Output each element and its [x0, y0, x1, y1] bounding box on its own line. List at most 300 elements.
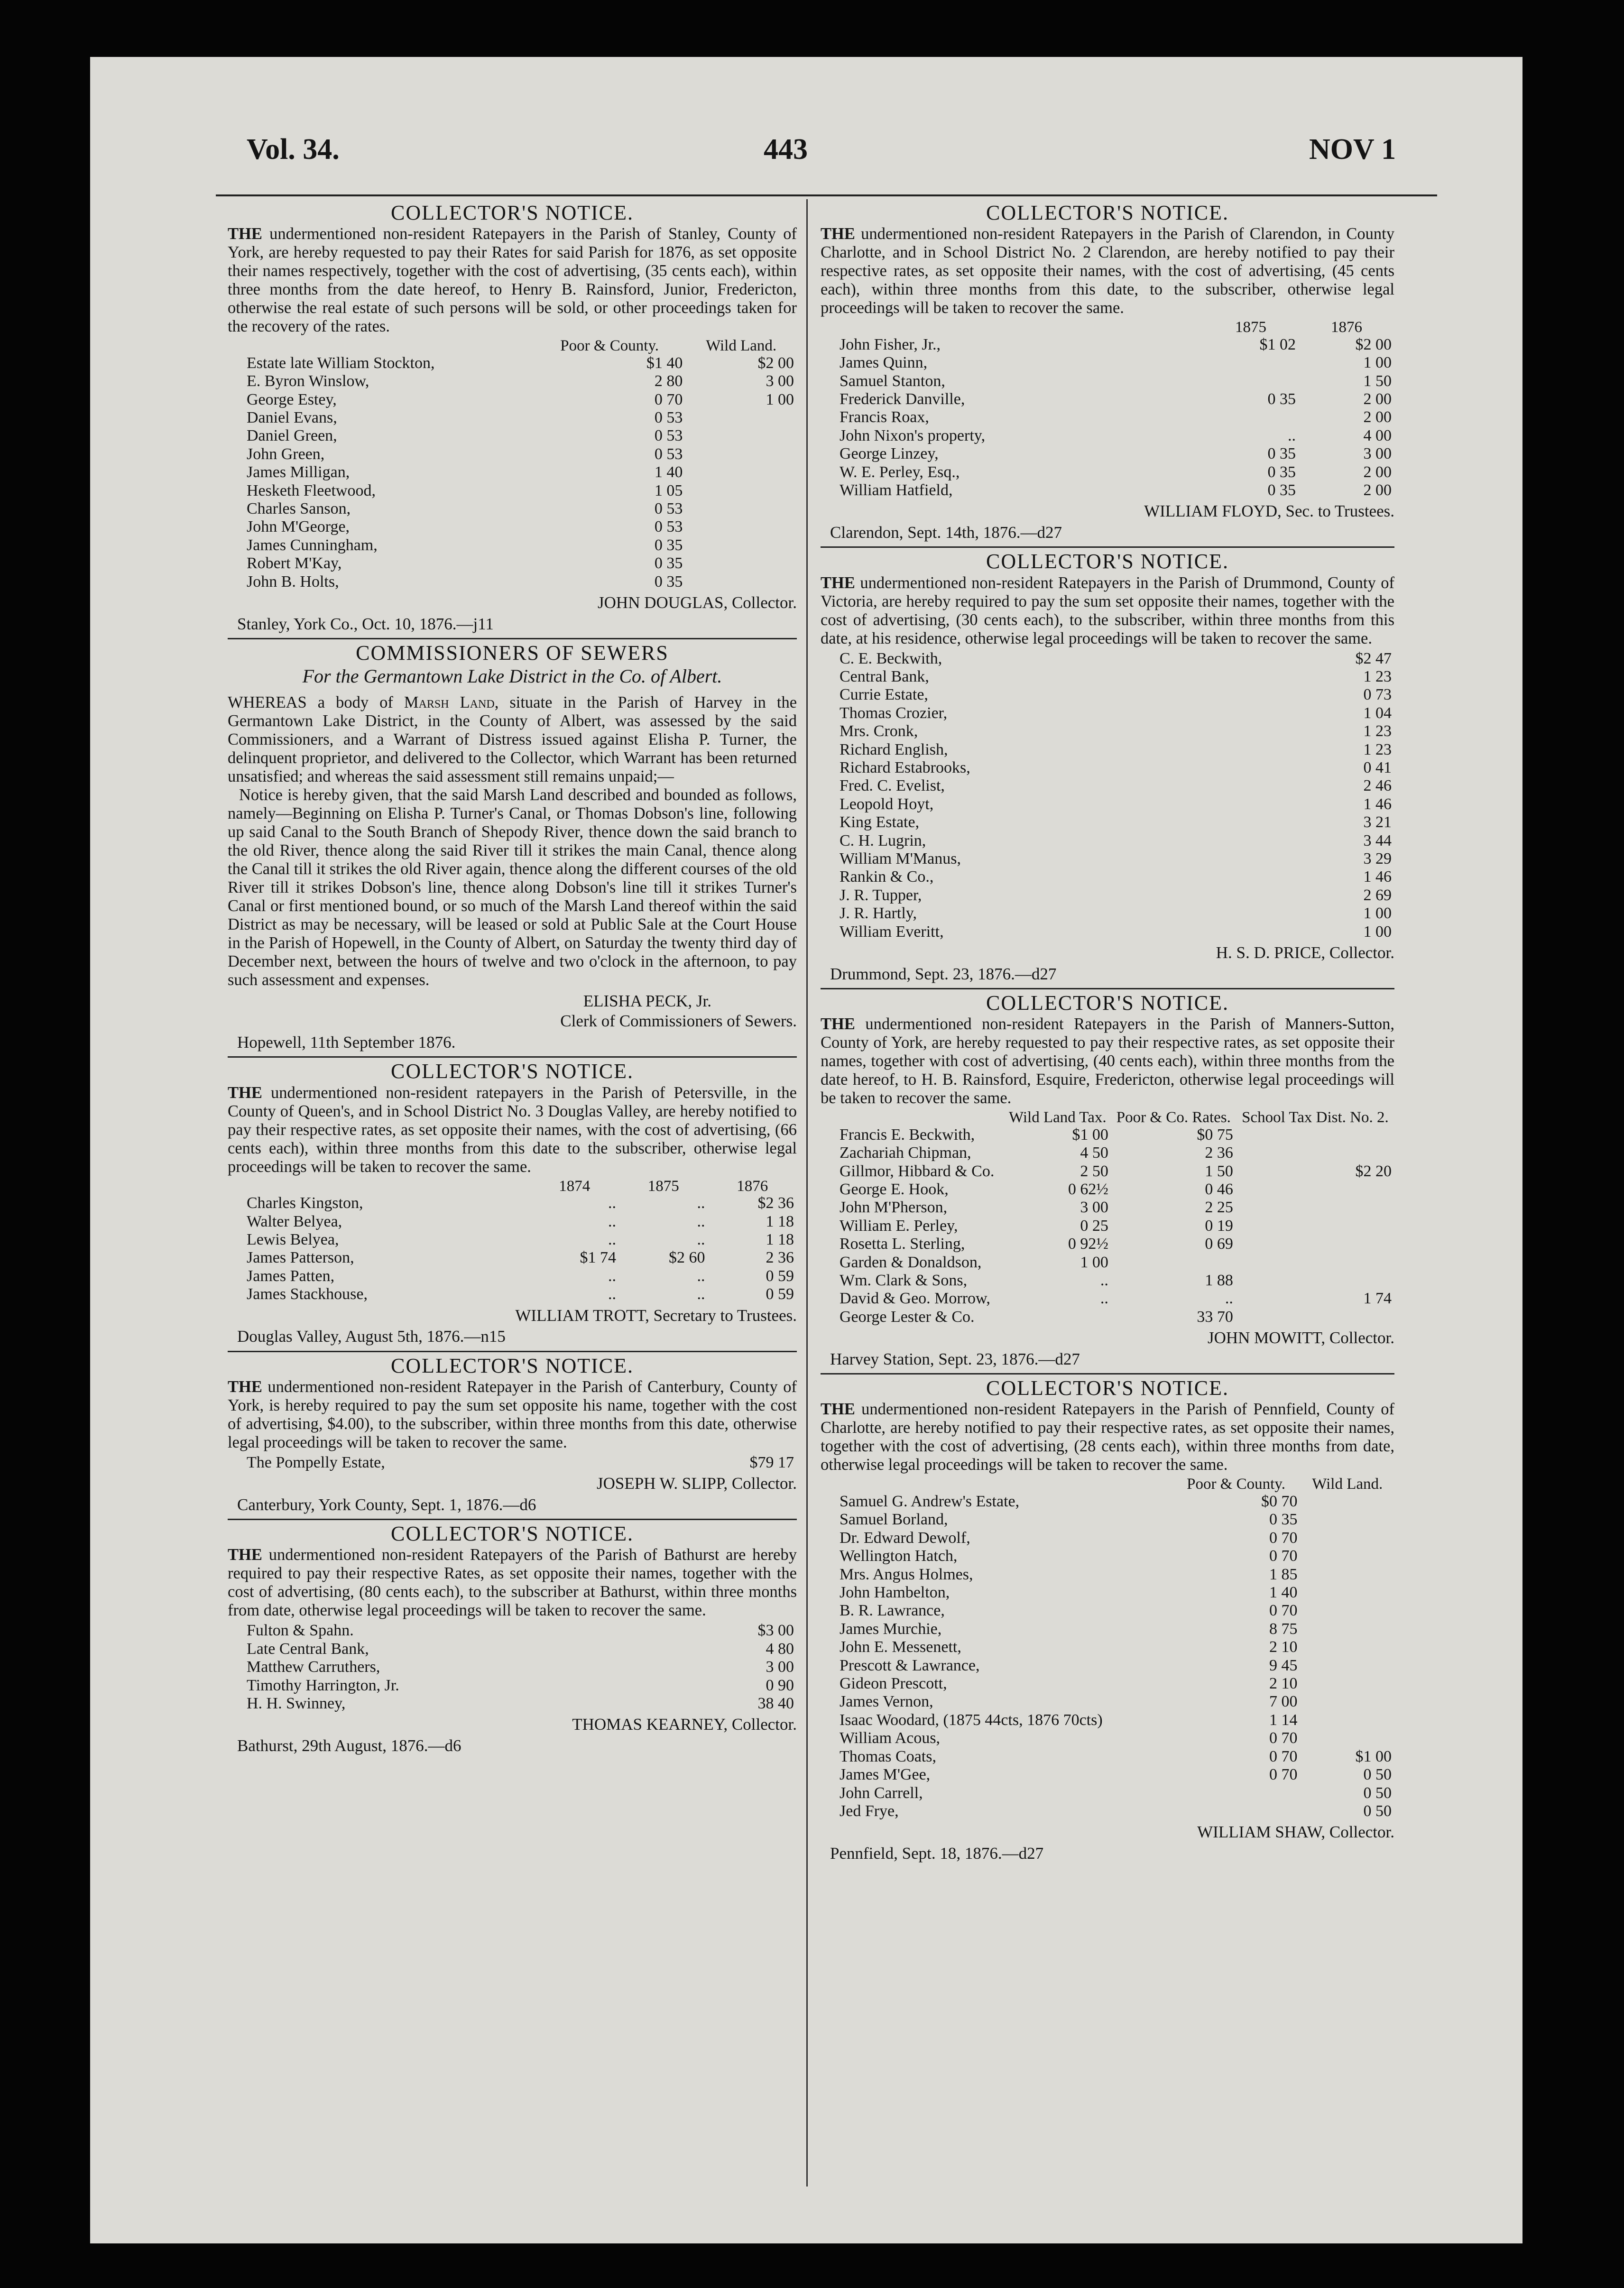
rate-amount [1301, 1584, 1394, 1602]
notice-title: COLLECTOR'S NOTICE. [390, 1060, 634, 1083]
rate-amount: $2 60 [668, 1249, 705, 1267]
table-row [821, 1602, 1394, 1620]
rate-amount: 0 70 [1269, 1602, 1298, 1620]
rate-amount: 2 50 [1080, 1162, 1108, 1180]
rate-amount: 2 36 [766, 1249, 794, 1267]
rate-amount: .. [1225, 1290, 1233, 1308]
ratepayer-table [821, 1476, 1394, 1820]
table-row [228, 1677, 797, 1695]
ratepayer-table [821, 650, 1394, 941]
ratepayer-table [821, 319, 1394, 499]
notice-title: COLLECTOR'S NOTICE. [986, 991, 1229, 1015]
table-row [821, 463, 1394, 481]
table-row [228, 536, 797, 554]
ratepayer-name: John M'Pherson, [840, 1199, 948, 1217]
rate-amount: 3 00 [766, 1658, 794, 1676]
page-number: 443 [764, 133, 808, 166]
rate-amount [1111, 1254, 1236, 1272]
rate-amount: 38 40 [757, 1694, 794, 1712]
column-header: Wild Land. [1312, 1476, 1383, 1493]
table-row [821, 1748, 1394, 1766]
rate-amount: .. [697, 1212, 705, 1230]
place-date: Bathurst, 29th August, 1876.—d6 [237, 1736, 461, 1755]
table-row [228, 573, 797, 591]
rate-amount: 0 35 [1269, 1511, 1298, 1529]
rate-amount: .. [697, 1231, 705, 1249]
section-rule [228, 1519, 797, 1520]
header-rule [216, 194, 1437, 196]
signature: THOMAS KEARNEY, Collector. [572, 1715, 797, 1734]
ratepayer-name: H. H. Swinney, [247, 1694, 346, 1712]
rate-amount: .. [697, 1194, 705, 1212]
ratepayer-name: Zachariah Chipman, [840, 1144, 971, 1162]
ratepayer-name: Central Bank, [840, 667, 929, 685]
table-row [228, 500, 797, 518]
table-row [821, 1802, 1394, 1820]
ratepayer-name: John Nixon's property, [840, 426, 986, 444]
ratepayer-name: Jed Frye, [840, 1802, 899, 1820]
rate-amount: 2 80 [654, 372, 683, 390]
section-rule [821, 1373, 1394, 1375]
canterbury-notice [228, 1355, 797, 1514]
place-date: Hopewell, 11th September 1876. [237, 1033, 456, 1052]
rate-amount: 3 29 [1363, 850, 1392, 867]
rate-amount: 0 35 [654, 554, 683, 572]
notice-body: THE undermentioned non-resident Ratepayers of the Parish of Bathurst are hereby required to pay their respective Rates, as set opposite their names, together with the cost of advertising, (80 cents each), to the subscriber at Bathurst, within three months from date, otherwise legal proceedings will be taken to recover the same. [228, 1546, 797, 1620]
drummond-notice [821, 551, 1394, 983]
rate-amount [1301, 1602, 1394, 1620]
table-row [821, 408, 1394, 426]
ratepayer-name: James Patten, [247, 1267, 335, 1285]
column-divider [806, 199, 808, 2187]
rate-amount: 1 23 [1363, 722, 1392, 740]
table-row [821, 1529, 1394, 1547]
rate-amount: 0 53 [654, 427, 683, 445]
table-row [228, 372, 797, 390]
rate-amount [1172, 1784, 1301, 1802]
table-row [821, 1272, 1394, 1290]
ratepayer-name: Thomas Crozier, [840, 704, 948, 722]
rate-amount: .. [1287, 426, 1296, 444]
rate-amount [1236, 1126, 1394, 1144]
table-row [821, 1181, 1394, 1199]
table-row [821, 650, 1394, 668]
rate-amount: 0 35 [1267, 463, 1296, 481]
rate-amount [1301, 1657, 1394, 1675]
rate-amount [685, 518, 797, 536]
table-row [228, 409, 797, 427]
table-row [821, 722, 1394, 740]
rate-amount [1203, 408, 1299, 426]
rate-amount: 0 53 [654, 518, 683, 536]
ratepayer-table [228, 1454, 797, 1472]
table-row [821, 886, 1394, 904]
table-row [821, 1217, 1394, 1235]
ratepayer-name: Charles Sanson, [247, 499, 351, 517]
rate-amount [1301, 1675, 1394, 1693]
ratepayer-name: William E. Perley, [840, 1217, 958, 1235]
rate-amount: 9 45 [1269, 1656, 1298, 1674]
stanley-notice [228, 202, 797, 633]
table-row [228, 554, 797, 572]
notice-body: THE undermentioned non-resident Ratepayers in the Parish of Pennfield, County of Charlotte, are hereby notified to pay their respective rates, as set opposite their names, together with the cost of advertising, (28 cents each), within three months from date, otherwise legal proceedings will be taken to recover the same. [821, 1400, 1394, 1474]
table-row [228, 1285, 797, 1303]
rate-amount: 0 53 [654, 445, 683, 463]
gazette-page [90, 57, 1522, 2243]
notice-body: WHEREAS a body of Marsh Land, situate in the Parish of Harvey in the Germantown Lake District, in the County of Albert, was assessed by the said Commissioners, and a Warrant of Distress issued against Elisha P. Turner, the delinquent proprietor, and delivered to the Collector, which Warrant has been returned unsatisfied; and whereas the said assessment still remains unpaid;— [228, 693, 797, 786]
signature: WILLIAM TROTT, Secretary to Trustees. [515, 1306, 797, 1325]
rate-amount: 2 00 [1363, 390, 1392, 408]
table-row [821, 1199, 1394, 1217]
ratepayer-name: Gideon Prescott, [840, 1675, 947, 1693]
rate-amount [685, 409, 797, 427]
rate-amount: $0 75 [1197, 1126, 1233, 1144]
table-row [228, 463, 797, 481]
rate-amount: 2 36 [1205, 1144, 1233, 1162]
ratepayer-name: B. R. Lawrance, [840, 1602, 945, 1620]
page-header [90, 133, 1522, 175]
rate-amount: 2 69 [1363, 886, 1392, 904]
rate-amount: $3 00 [757, 1622, 794, 1640]
pennfield-notice [821, 1377, 1394, 1863]
notice-body: THE undermentioned non-resident Ratepayers in the Parish of Drummond, County of Victoria, are hereby required to pay the sum set opposite their names, together with the cost of advertising, (30 cents each), to the subscriber, within three months from this date, at his residence, otherwise legal proceedings will be taken to recover the same. [821, 573, 1394, 647]
rate-amount [1236, 1308, 1394, 1326]
table-row [821, 354, 1394, 372]
year-header: 1875 [647, 1177, 679, 1195]
rate-amount: $2 00 [1355, 335, 1392, 353]
rate-amount: 0 41 [1363, 758, 1392, 776]
rate-amount: 1 05 [654, 481, 683, 499]
notice-body: Notice is hereby given, that the said Marsh Land described and bounded as follows, namely—Beginning on Elisha P. Turner's Canal, or Thomas Dobson's line, following up said Canal to the South Branch of Shepody River, thence down the said branch to the old River, thence along the said River till it strikes the main Canal, thence along the Canal till it strikes the old River again, thence along the different courses of the old River till it strikes Dobson's line, thence along Dobson's line till it strikes Turner's Canal or first mentioned bound, or so much of the Marsh Land thereof within the said District as may be necessary, will be leased or sold at Public Sale at the Court House in the Parish of Hopewell, in the County of Albert, on Saturday the twenty third day of December next, between the hours of twelve and two o'clock in the afternoon, to pay such assessment and expenses. [228, 786, 797, 989]
rate-amount: 2 10 [1269, 1675, 1298, 1693]
rate-amount: $79 17 [749, 1453, 794, 1471]
table-row [821, 759, 1394, 777]
signature: JOHN MOWITT, Collector. [1207, 1329, 1394, 1347]
ratepayer-name: Prescott & Lawrance, [840, 1656, 980, 1674]
table-row [821, 1144, 1394, 1162]
notice-title: COLLECTOR'S NOTICE. [390, 1354, 634, 1377]
section-rule [228, 1351, 797, 1352]
table-row [821, 904, 1394, 923]
rate-amount: 1 18 [766, 1231, 794, 1249]
rate-amount: 1 50 [1363, 372, 1392, 390]
notice-title: COLLECTOR'S NOTICE. [986, 550, 1229, 573]
rate-amount: 1 00 [1363, 923, 1392, 941]
ratepayer-name: Rosetta L. Sterling, [840, 1235, 965, 1253]
rate-amount [1236, 1144, 1394, 1162]
rate-amount: 0 70 [1269, 1747, 1298, 1765]
rate-amount: 1 46 [1363, 795, 1392, 813]
table-row [228, 427, 797, 445]
rate-amount [1301, 1729, 1394, 1747]
ratepayer-name: James Murchie, [840, 1620, 942, 1638]
table-row [821, 1290, 1394, 1308]
rate-amount: 2 46 [1363, 777, 1392, 795]
column-header: Poor & County. [1187, 1476, 1285, 1493]
place-date: Drummond, Sept. 23, 1876.—d27 [830, 964, 1057, 983]
table-row [228, 1454, 797, 1472]
table-row [821, 427, 1394, 445]
rate-amount: 1 85 [1269, 1565, 1298, 1583]
signature: JOHN DOUGLAS, Collector. [598, 593, 797, 612]
rate-amount: 1 00 [1363, 354, 1392, 372]
ratepayer-table [228, 1622, 797, 1713]
rate-amount [1236, 1217, 1394, 1235]
bathurst-notice [228, 1523, 797, 1755]
rate-amount: .. [608, 1267, 617, 1285]
ratepayer-name: Frederick Danville, [840, 390, 965, 408]
rate-amount: 3 00 [1363, 445, 1392, 463]
rate-amount: $2 20 [1355, 1162, 1392, 1180]
rate-amount: .. [608, 1194, 617, 1212]
table-row [821, 1162, 1394, 1181]
rate-amount: .. [608, 1285, 617, 1303]
rate-amount [1172, 1802, 1301, 1820]
table-row [228, 1194, 797, 1212]
ratepayer-name: E. Byron Winslow, [247, 372, 369, 390]
ratepayer-name: Isaac Woodard, (1875 44cts, 1876 70cts) [840, 1711, 1103, 1729]
ratepayer-name: W. E. Perley, Esq., [840, 463, 960, 481]
notice-title: COLLECTOR'S NOTICE. [986, 201, 1229, 224]
place-date: Harvey Station, Sept. 23, 1876.—d27 [830, 1349, 1080, 1368]
rate-amount: 0 35 [1267, 445, 1296, 463]
notice-body: THE undermentioned non-resident Ratepayers in the Parish of Clarendon, in County Charlotte, and in School District No. 2 Clarendon, are hereby notified to pay their respective rates, as set opposite their names, with the cost of advertising, (45 cents each), within three months from this date, to the subscriber, otherwise legal proceedings will be taken to recover the same. [821, 225, 1394, 317]
ratepayer-name: James M'Gee, [840, 1766, 931, 1784]
rate-amount [1236, 1272, 1394, 1290]
rate-amount [1301, 1638, 1394, 1656]
place-date: Stanley, York Co., Oct. 10, 1876.—j11 [237, 614, 494, 633]
table-row [821, 1711, 1394, 1729]
ratepayer-name: David & Geo. Morrow, [840, 1290, 990, 1308]
ratepayer-name: Lewis Belyea, [247, 1231, 339, 1249]
ratepayer-name: Robert M'Kay, [247, 554, 342, 572]
ratepayer-name: Samuel G. Andrew's Estate, [840, 1493, 1020, 1511]
rate-amount: $1 00 [1072, 1126, 1108, 1144]
ratepayer-name: John E. Messenett, [840, 1638, 961, 1656]
ratepayer-name: Samuel Borland, [840, 1511, 948, 1529]
clarendon-notice [821, 202, 1394, 542]
rate-amount [1301, 1511, 1394, 1529]
rate-amount: $1 00 [1355, 1747, 1392, 1765]
place-date: Clarendon, Sept. 14th, 1876.—d27 [830, 523, 1062, 542]
ratepayer-name: Estate late William Stockton, [247, 354, 435, 372]
ratepayer-name: James Quinn, [840, 354, 928, 372]
rate-amount: 0 35 [654, 536, 683, 554]
rate-amount: $2 00 [757, 354, 794, 372]
rate-amount [685, 427, 797, 445]
ratepayer-name: Fred. C. Evelist, [840, 777, 945, 795]
ratepayer-name: Francis E. Beckwith, [840, 1126, 975, 1144]
rate-amount [1301, 1493, 1394, 1511]
table-row [228, 1658, 797, 1676]
signature: ELISHA PECK, Jr. [583, 991, 711, 1010]
table-row [821, 1511, 1394, 1529]
signature: H. S. D. PRICE, Collector. [1216, 943, 1394, 962]
rate-amount [1301, 1547, 1394, 1565]
signature-title: Clerk of Commissioners of Sewers. [560, 1012, 797, 1031]
rate-amount [1203, 372, 1299, 390]
rate-amount: 0 69 [1205, 1235, 1233, 1253]
table-row [821, 1729, 1394, 1747]
petersville-notice [228, 1061, 797, 1346]
signature: WILLIAM SHAW, Collector. [1197, 1823, 1394, 1842]
table-row [821, 372, 1394, 390]
rate-amount [685, 463, 797, 481]
rate-amount: 3 44 [1363, 831, 1392, 849]
table-row [821, 1584, 1394, 1602]
table-row [821, 777, 1394, 795]
ratepayer-name: Charles Kingston, [247, 1194, 363, 1212]
rate-amount: 3 00 [766, 372, 794, 390]
rate-amount: 0 59 [766, 1267, 794, 1285]
table-row [821, 832, 1394, 850]
rate-amount: .. [697, 1285, 705, 1303]
table-row [821, 1235, 1394, 1253]
ratepayer-name: William M'Manus, [840, 850, 961, 867]
ratepayer-name: George Lester & Co. [840, 1308, 975, 1326]
rate-amount: $1 74 [580, 1249, 617, 1267]
rate-amount: $0 70 [1261, 1493, 1298, 1511]
date-label: NOV 1 [1309, 133, 1396, 166]
rate-amount: 1 40 [1269, 1584, 1298, 1602]
rate-amount: 3 21 [1363, 813, 1392, 831]
rate-amount: 2 00 [1363, 408, 1392, 426]
rate-amount [1301, 1566, 1394, 1584]
rate-amount [685, 482, 797, 500]
rate-amount: 0 70 [1269, 1729, 1298, 1747]
rate-amount [685, 500, 797, 518]
rate-amount: 0 73 [1363, 686, 1392, 704]
rate-amount: 0 35 [654, 572, 683, 590]
rate-amount: $1 02 [1259, 335, 1296, 353]
ratepayer-name: Francis Roax, [840, 408, 929, 426]
table-row [228, 354, 797, 372]
table-row [228, 1213, 797, 1231]
rate-amount: .. [608, 1212, 617, 1230]
rate-amount: 1 14 [1269, 1711, 1298, 1729]
place-date: Douglas Valley, August 5th, 1876.—n15 [237, 1327, 506, 1346]
ratepayer-name: James Milligan, [247, 463, 350, 481]
ratepayer-name: Matthew Carruthers, [247, 1658, 380, 1676]
table-row [821, 1547, 1394, 1565]
rate-amount [1236, 1199, 1394, 1217]
rate-amount: .. [1100, 1272, 1108, 1290]
section-rule [228, 638, 797, 639]
rate-amount [1301, 1620, 1394, 1638]
rate-amount [685, 445, 797, 463]
notice-title: COLLECTOR'S NOTICE. [986, 1376, 1229, 1400]
ratepayer-name: Hesketh Fleetwood, [247, 481, 376, 499]
table-row [821, 868, 1394, 886]
notice-body: THE undermentioned non-resident ratepayers in the Parish of Petersville, in the County of Queen's, and in School District No. 3 Douglas Valley, are hereby notified to pay their respective rates, as set opposite their names, with the cost of advertising, (66 cents each), within three months from this date to the subscriber, otherwise legal proceedings will be taken to recover the same. [228, 1083, 797, 1176]
rate-amount: 0 70 [654, 390, 683, 408]
rate-amount: 1 00 [1363, 904, 1392, 923]
table-row [821, 813, 1394, 831]
rate-amount: 4 00 [1363, 426, 1392, 444]
ratepayer-name: Garden & Donaldson, [840, 1253, 982, 1271]
ratepayer-name: Fulton & Spahn. [247, 1622, 354, 1640]
sewers-notice [228, 642, 797, 1052]
ratepayer-name: C. E. Beckwith, [840, 649, 942, 667]
ratepayer-name: Wm. Clark & Sons, [840, 1272, 968, 1290]
rate-amount: 1 00 [1080, 1253, 1108, 1271]
table-row [821, 1766, 1394, 1784]
rate-amount: 0 90 [766, 1676, 794, 1694]
ratepayer-name: Wellington Hatch, [840, 1547, 958, 1565]
year-header: 1876 [1330, 319, 1362, 336]
ratepayer-name: Mrs. Angus Holmes, [840, 1565, 973, 1583]
left-column [228, 199, 797, 1758]
ratepayer-name: James Cunningham, [247, 536, 378, 554]
ratepayer-name: Currie Estate, [840, 686, 928, 704]
table-row [228, 445, 797, 463]
rate-amount: 0 25 [1080, 1217, 1108, 1235]
rate-amount [685, 554, 797, 572]
notice-body: THE undermentioned non-resident Ratepayers in the Parish of Manners-Sutton, County of York, are hereby requested to pay their respective rates, as set opposite their names, together with cost of advertising, (40 cents each), within three months from the date hereof, to H. B. Rainsford, Esquire, Fredericton, otherwise legal proceedings will be taken to recover the same. [821, 1015, 1394, 1107]
table-row [228, 1231, 797, 1249]
notice-subtitle: For the Germantown Lake District in the Co. of Albert. [302, 665, 722, 687]
ratepayer-name: Richard English, [840, 740, 948, 758]
rate-amount [1236, 1254, 1394, 1272]
rate-amount: 1 18 [766, 1212, 794, 1230]
rate-amount: 0 70 [1269, 1766, 1298, 1784]
volume-label: Vol. 34. [247, 133, 340, 166]
rate-amount: 1 74 [1363, 1290, 1392, 1308]
ratepayer-name: John M'George, [247, 518, 350, 536]
table-row [821, 1254, 1394, 1272]
rate-amount: 0 53 [654, 499, 683, 517]
ratepayer-name: Thomas Coats, [840, 1747, 936, 1765]
rate-amount: 2 10 [1269, 1638, 1298, 1656]
rate-amount [1203, 354, 1299, 372]
rate-amount: 2 00 [1363, 481, 1392, 499]
ratepayer-name: Dr. Edward Dewolf, [840, 1529, 970, 1547]
ratepayer-name: John Green, [247, 445, 325, 463]
rate-amount: 1 50 [1205, 1162, 1233, 1180]
rate-amount: 1 23 [1363, 740, 1392, 758]
ratepayer-name: William Hatfield, [840, 481, 953, 499]
ratepayer-name: James Patterson, [247, 1249, 354, 1267]
rate-amount: .. [1100, 1290, 1108, 1308]
section-rule [228, 1056, 797, 1058]
table-row [821, 850, 1394, 868]
rate-amount: 0 53 [654, 408, 683, 426]
rate-amount: .. [697, 1267, 705, 1285]
ratepayer-name: George E. Hook, [840, 1181, 949, 1198]
ratepayer-name: J. R. Hartly, [840, 904, 917, 923]
ratepayer-name: Gillmor, Hibbard & Co. [840, 1162, 995, 1180]
rate-amount [1301, 1693, 1394, 1711]
ratepayer-name: Leopold Hoyt, [840, 795, 934, 813]
ratepayer-name: John Fisher, Jr., [840, 335, 941, 353]
table-row [228, 1249, 797, 1267]
table-row [228, 1622, 797, 1640]
column-header: Poor & Co. Rates. [1116, 1109, 1231, 1126]
table-row [228, 1267, 797, 1285]
signature: JOSEPH W. SLIPP, Collector. [596, 1474, 797, 1493]
table-row [821, 704, 1394, 722]
ratepayer-table [228, 338, 797, 591]
table-row [821, 1657, 1394, 1675]
rate-amount: 1 40 [654, 463, 683, 481]
rate-amount: 0 46 [1205, 1181, 1233, 1198]
column-header: Wild Land. [706, 337, 777, 355]
table-row [228, 391, 797, 409]
table-row [821, 1784, 1394, 1802]
ratepayer-name: The Pompelly Estate, [247, 1453, 385, 1471]
rate-amount [1301, 1529, 1394, 1547]
ratepayer-name: John B. Holts, [247, 572, 339, 590]
